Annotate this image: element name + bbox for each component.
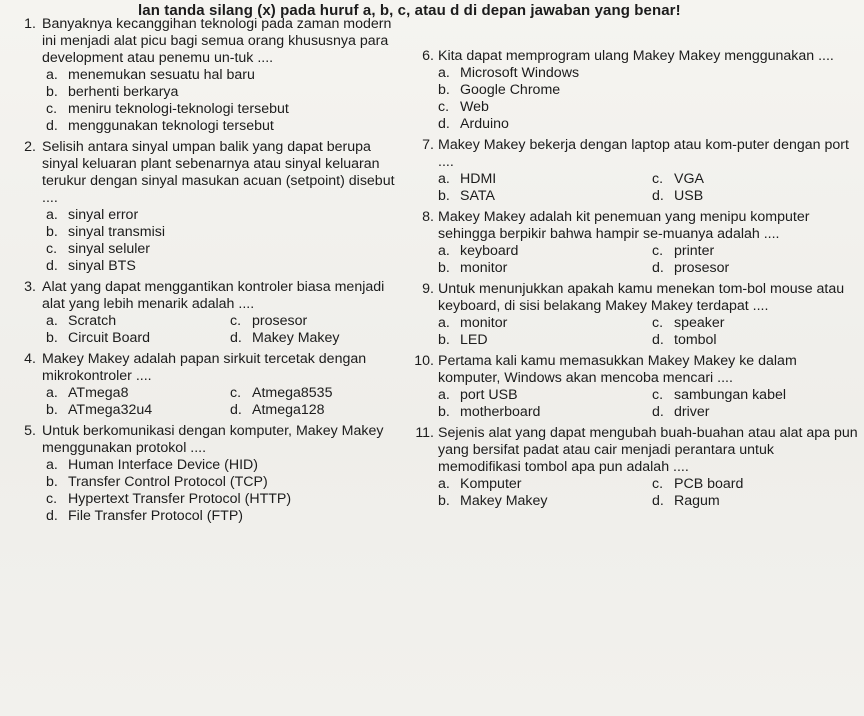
question-4 <box>6 351 406 419</box>
option-list <box>46 67 406 135</box>
option-a[interactable]: a. HDMI <box>438 171 497 187</box>
question-text: Kita dapat memprogram ulang Makey Makey menggunakan .... <box>438 48 834 64</box>
option-d[interactable]: d. driver <box>652 404 710 420</box>
option-list <box>46 457 406 525</box>
option-b[interactable]: b. SATA <box>438 188 495 204</box>
option-c[interactable]: c. meniru teknologi-teknologi tersebut <box>46 101 289 117</box>
option-c[interactable]: c. PCB board <box>652 476 744 492</box>
option-d[interactable]: d. Arduino <box>438 116 509 132</box>
question-text: Untuk berkomunikasi dengan komputer, Makey Makey menggunakan protokol .... <box>42 423 384 456</box>
question-number: 11. <box>415 425 434 441</box>
option-d[interactable]: d. Makey Makey <box>230 330 340 346</box>
option-list <box>46 385 406 419</box>
option-c[interactable]: c. Atmega8535 <box>230 385 333 401</box>
question-text: Alat yang dapat menggantikan kontroler biasa menjadi alat yang lebih menarik adalah .... <box>42 279 385 312</box>
right-column <box>414 48 858 514</box>
question-text: Makey Makey adalah kit penemuan yang menipu komputer sehingga berpikir bahwa hampir se-muanya adalah .... <box>438 209 810 242</box>
option-a[interactable]: a. monitor <box>438 315 508 331</box>
option-a[interactable]: a. Komputer <box>438 476 522 492</box>
option-list <box>46 207 406 275</box>
question-9 <box>414 281 858 349</box>
question-number: 1. <box>24 16 36 32</box>
option-list <box>438 65 858 133</box>
question-2 <box>6 139 406 275</box>
question-number: 2. <box>24 139 36 155</box>
option-a[interactable]: a. ATmega8 <box>46 385 129 401</box>
question-text: Untuk menunjukkan apakah kamu menekan tom-bol mouse atau keyboard, di sisi belakang Makey Makey terdapat .... <box>438 281 845 314</box>
option-d[interactable]: d. Ragum <box>652 493 720 509</box>
option-c[interactable]: c. VGA <box>652 171 704 187</box>
option-d[interactable]: d. tombol <box>652 332 717 348</box>
option-b[interactable]: b. motherboard <box>438 404 541 420</box>
option-c[interactable]: c. sambungan kabel <box>652 387 787 403</box>
question-number: 6. <box>422 48 434 64</box>
option-c[interactable]: c. prosesor <box>230 313 308 329</box>
question-number: 4. <box>24 351 36 367</box>
instruction-header: lan tanda silang (x) pada huruf a, b, c, atau d di depan jawaban yang benar! <box>138 2 681 19</box>
question-text: Pertama kali kamu memasukkan Makey Makey ke dalam komputer, Windows akan mencoba mencari .... <box>438 353 797 386</box>
question-text: Selisih antara sinyal umpan balik yang dapat berupa sinyal keluaran plant sebenarnya atau sinyal keluaran terukur dengan sinyal masukan acuan (setpoint) disebut .... <box>42 139 395 206</box>
option-c[interactable]: c. Hypertext Transfer Protocol (HTTP) <box>46 491 292 507</box>
option-list <box>46 313 406 347</box>
question-6 <box>414 48 858 133</box>
option-b[interactable]: b. berhenti berkarya <box>46 84 179 100</box>
option-b[interactable]: b. Google Chrome <box>438 82 561 98</box>
option-a[interactable]: a. port USB <box>438 387 518 403</box>
question-3 <box>6 279 406 347</box>
question-number: 5. <box>24 423 36 439</box>
question-7 <box>414 137 858 205</box>
option-list <box>438 171 858 205</box>
option-list <box>438 476 858 510</box>
option-list <box>438 387 858 421</box>
option-a[interactable]: a. Scratch <box>46 313 117 329</box>
question-text: Banyaknya kecanggihan teknologi pada zaman modern ini menjadi alat picu bagi semua orang khususnya para development atau penemu un-tuk .... <box>42 16 392 66</box>
option-a[interactable]: a. sinyal error <box>46 207 139 223</box>
option-b[interactable]: b. ATmega32u4 <box>46 402 153 418</box>
option-d[interactable]: d. File Transfer Protocol (FTP) <box>46 508 244 524</box>
option-b[interactable]: b. Makey Makey <box>438 493 548 509</box>
option-c[interactable]: c. printer <box>652 243 715 259</box>
option-a[interactable]: a. menemukan sesuatu hal baru <box>46 67 255 83</box>
question-8 <box>414 209 858 277</box>
question-number: 3. <box>24 279 36 295</box>
option-d[interactable]: d. menggunakan teknologi tersebut <box>46 118 274 134</box>
option-c[interactable]: c. sinyal seluler <box>46 241 151 257</box>
option-a[interactable]: a. Microsoft Windows <box>438 65 580 81</box>
question-1 <box>6 16 406 135</box>
option-a[interactable]: a. Human Interface Device (HID) <box>46 457 259 473</box>
option-b[interactable]: b. sinyal transmisi <box>46 224 165 240</box>
option-c[interactable]: c. Web <box>438 99 489 115</box>
option-d[interactable]: d. sinyal BTS <box>46 258 136 274</box>
option-b[interactable]: b. Transfer Control Protocol (TCP) <box>46 474 268 490</box>
left-column <box>6 16 406 529</box>
question-number: 7. <box>422 137 434 153</box>
question-number: 10. <box>414 353 434 369</box>
question-number: 9. <box>422 281 434 297</box>
option-d[interactable]: d. prosesor <box>652 260 730 276</box>
option-list <box>438 315 858 349</box>
question-text: Makey Makey adalah papan sirkuit tercetak dengan mikrokontroler .... <box>42 351 367 384</box>
option-a[interactable]: a. keyboard <box>438 243 519 259</box>
question-number: 8. <box>422 209 434 225</box>
option-b[interactable]: b. LED <box>438 332 488 348</box>
question-11 <box>414 425 858 510</box>
option-d[interactable]: d. USB <box>652 188 704 204</box>
question-text: Makey Makey bekerja dengan laptop atau kom-puter dengan port .... <box>438 137 849 170</box>
question-10 <box>414 353 858 421</box>
option-list <box>438 243 858 277</box>
option-d[interactable]: d. Atmega128 <box>230 402 325 418</box>
option-c[interactable]: c. speaker <box>652 315 725 331</box>
option-b[interactable]: b. Circuit Board <box>46 330 151 346</box>
question-5 <box>6 423 406 525</box>
question-text: Sejenis alat yang dapat mengubah buah-buahan atau alat apa pun yang bersifat padat atau cair menjadi perantara untuk memodifikasi tombol apa pun adalah .... <box>438 425 858 475</box>
option-b[interactable]: b. monitor <box>438 260 508 276</box>
